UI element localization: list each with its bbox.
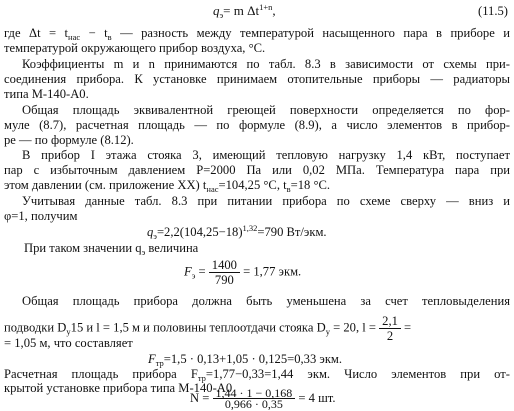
text-line-18 [4, 367, 510, 382]
eq3-sub: э [191, 270, 196, 281]
text-line-11 [4, 178, 510, 193]
text-line-8: ре — по формуле (8.12). [4, 133, 134, 147]
eq2-result: =790 Вт/экм. [257, 225, 327, 239]
text-l18-a: Расчетная площадь прибора F [4, 367, 198, 381]
eq2-body: =2,2(104,25−18) [156, 225, 243, 239]
equation-heat-flux [147, 225, 327, 240]
sub-v-2: в [286, 184, 291, 194]
text-line-9: В прибор I этажа стояка 3, имеющий тепловую нагрузку 1,4 кВт, поступает [22, 148, 510, 162]
sub-y: у [66, 326, 71, 337]
eq3-numerator: 1400 [209, 258, 240, 273]
eq5-numerator: 1,44 · 1 − 0,168 [213, 388, 296, 399]
text-line-3: Коэффициенты m и n принимаются по табл. 8.3 в зависимости от схемы при- [22, 57, 510, 71]
text-l16-d: = [400, 320, 412, 335]
eq5-denominator: 0,966 · 0,35 [224, 397, 283, 411]
text-l16-c: = 20, l = [329, 320, 380, 335]
text-line-10: пар с избыточным давлением P=2000 Па или 0,02 МПа. Температура пара при [4, 163, 510, 177]
l16-numerator: 2,1 [379, 314, 401, 329]
formula-11-5 [213, 4, 276, 19]
eq3-result: = 1,77 экм. [239, 264, 302, 279]
text-l14-b: величина [145, 241, 199, 255]
equation-area [184, 258, 301, 287]
formula-lhs-sub: э [219, 10, 224, 20]
text-l11-b: =104,25 °С, t [218, 178, 287, 192]
sub-v: в [107, 32, 112, 42]
sub-y-2: у [325, 326, 330, 337]
text-l11-c: =18 °С. [290, 178, 331, 192]
text-line-1 [4, 26, 510, 41]
eq4-lhs: F [148, 352, 156, 366]
text-l18-b: =1,77−0,33=1,44 экм. Число элементов при от- [205, 367, 510, 381]
text-line-4: соединения прибора. К установке принимаем отопительные приборы — радиаторы [4, 72, 510, 86]
equation-ftr [148, 352, 342, 367]
text-line-7: муле (8.7), расчетная площадь — по формуле (8.9), а число элементов в прибор- [4, 118, 510, 132]
text-line-15: Общая площадь прибора должна быть уменьшена за счет тепловыделения [22, 294, 510, 308]
eq4-sub: тр [155, 358, 164, 368]
text-l1: где Δt = t [4, 26, 69, 40]
text-line-13: φ=1, получим [4, 209, 78, 223]
sub-nas-2: нас [206, 184, 219, 194]
text-line-5: типа М-140-А0. [4, 87, 89, 101]
text-l16-b: 15 и l = 1,5 м и половины теплоотдачи стояка D [70, 320, 326, 335]
formula-lhs: q [213, 3, 220, 18]
eq3-denominator: 790 [214, 273, 234, 287]
eq3-fraction [209, 258, 240, 287]
eq2-exponent: 1,32 [242, 223, 258, 233]
eq2-lhs: q [147, 225, 154, 239]
text-l11-a: этом давлении (см. приложение XX) t [4, 178, 207, 192]
text-line-19: крытой установке прибора типа М-140-А0 [4, 381, 233, 395]
text-line-6: Общая площадь эквивалентной греющей поверхности определяется по фор- [22, 103, 510, 117]
eq3-lhs: F [184, 264, 192, 279]
eq3-eq: = [195, 264, 209, 279]
sub-nas: нас [68, 32, 81, 42]
text-l1-rest: — разность между температурой насыщенного пара в приборе и [111, 26, 510, 40]
sub-e: э [141, 247, 146, 257]
text-line-12: Учитывая данные табл. 8.3 при питании прибора по схеме сверху — вниз и [22, 194, 510, 208]
text-line-14 [24, 241, 510, 256]
formula-rhs: = m Δt [223, 3, 260, 18]
l16-denominator: 2 [386, 329, 394, 343]
equation-number: (11.5) [478, 4, 508, 18]
formula-comma: , [272, 3, 276, 18]
equation-n [190, 388, 336, 410]
text-l1-mid: − t [80, 26, 108, 40]
eq4-body: =1,5 · 0,13+1,05 · 0,125=0,33 экм. [163, 352, 343, 366]
formula-exponent: 1+n [259, 2, 273, 12]
text-l14-a: При таком значении q [24, 241, 142, 255]
eq5-fraction [213, 388, 296, 410]
text-line-17: = 1,05 м, что составляет [4, 336, 133, 350]
eq5-lhs: N = [190, 390, 213, 405]
text-line-2: температурой окружающего прибор воздуха, °С. [4, 41, 266, 55]
eq2-sub: э [153, 231, 157, 241]
eq5-result: = 4 шт. [295, 390, 336, 405]
sub-tr: тр [197, 373, 206, 383]
text-l16-a: подводки D [4, 320, 67, 335]
